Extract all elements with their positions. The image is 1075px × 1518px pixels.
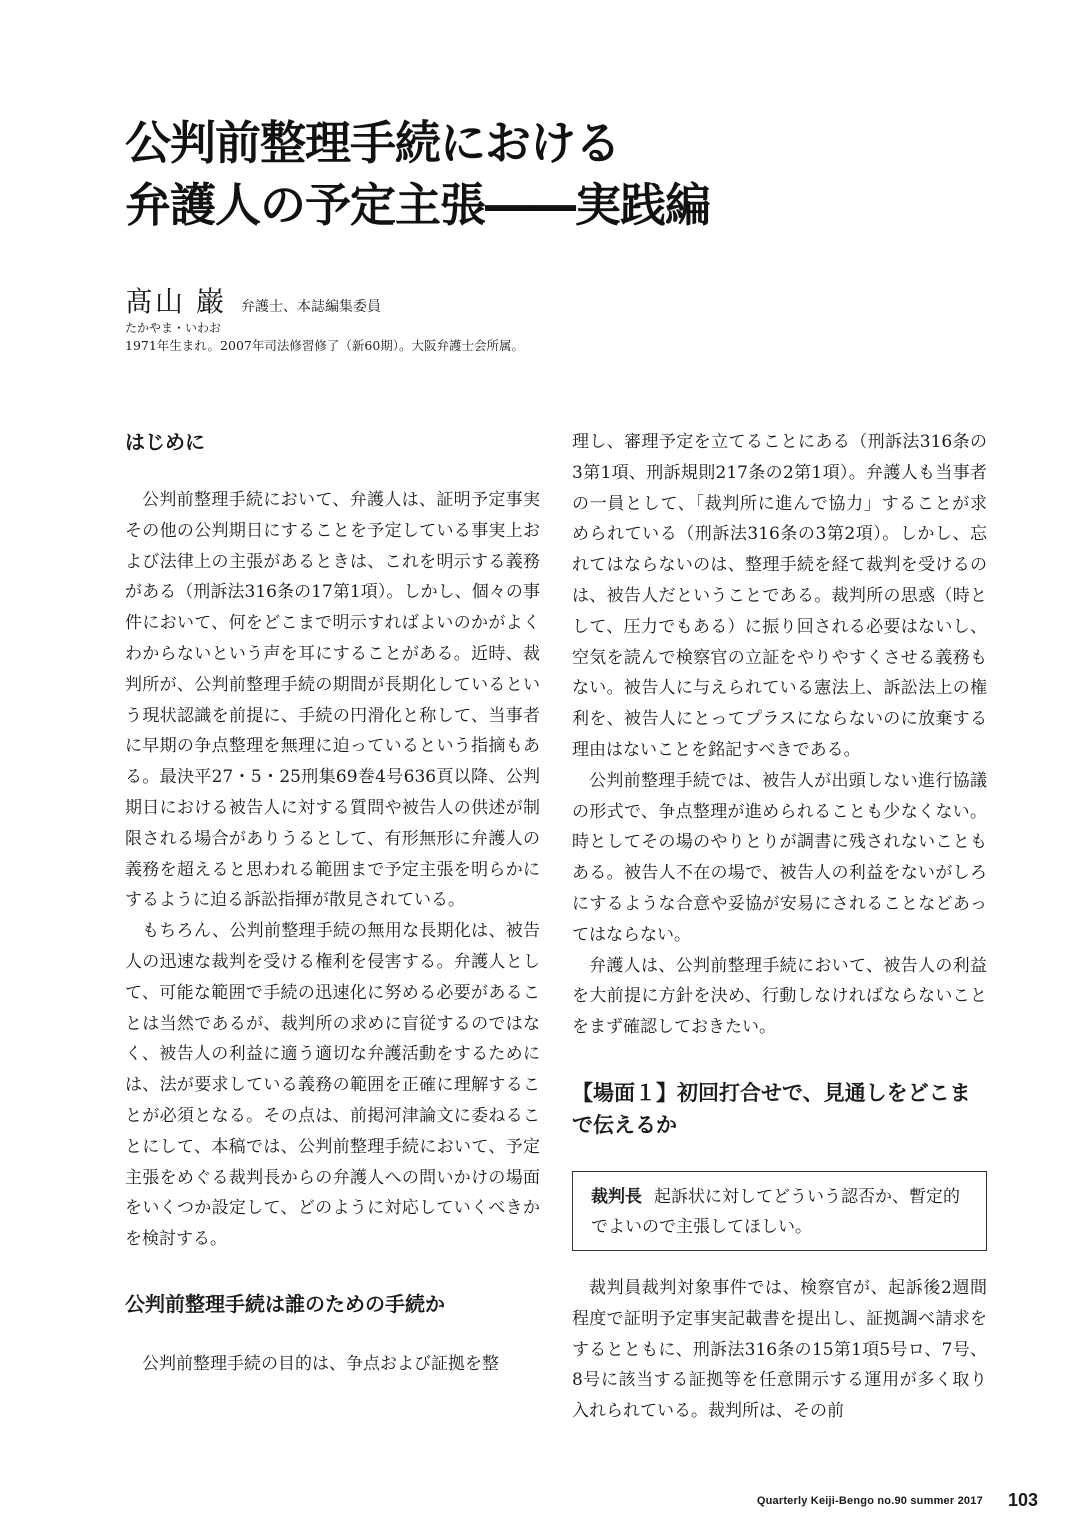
author-name: 髙山 巌 (125, 285, 226, 318)
page-footer (757, 1490, 1038, 1511)
intro-paragraph-1: 公判前整理手続において、弁護人は、証明予定事実その他の公判期日にすることを予定している事実上および法律上の主張があるときは、これを明示する義務がある（刑訴法316条の17第1項）。しかし、個々の事件において、何をどこまで明示すればよいのかがよくわからないという声を耳にすることがある。近時、裁判所が、公判前整理手続の期間が長期化しているという現状認識を前提に、手続の円滑化と称して、当事者に早期の争点整理を無理に迫っているという指摘もある。最決平27・5・25刑集69巻4号636頁以降、公判期日における被告人に対する質問や被告人の供述が制限される場合がありうるとして、有形無形に弁護人の義務を超えると思われる範囲まで予定主張を明らかにするように迫る訴訟指揮が散見されている。 (125, 490, 540, 911)
purpose-paragraph-1: 公判前整理手続の目的は、争点および証拠を整 (142, 1353, 499, 1374)
dialog-speaker: 裁判長 (591, 1186, 642, 1207)
author-role: 弁護士、本誌編集委員 (241, 299, 381, 315)
page-number: 103 (1007, 1490, 1038, 1510)
author-reading: たかやま・いわお (125, 321, 222, 335)
article-title-line1: 公判前整理手続における (125, 116, 620, 170)
section-heading-introduction: はじめに (125, 430, 205, 454)
publication-name: Quarterly Keiji-Bengo no.90 summer 2017 (756, 1495, 983, 1507)
author-byline (125, 280, 381, 320)
intro-paragraph-2: もちろん、公判前整理手続の無用な長期化は、被告人の迅速な裁判を受ける権利を侵害する。弁護人として、可能な範囲で手続の迅速化に努める必要があることは当然であるが、裁判所の求めに盲従するのではなく、被告人の利益に適う適切な弁護活動をするためには、法が要求している義務の範囲を正確に理解することが必須となる。その点は、前掲河津論文に委ねることにして、本稿では、公判前整理手続において、予定主張をめぐる裁判長からの弁護人への問いかけの場面をいくつか設定して、どのように対応していくべきかを検討する。 (125, 921, 540, 1250)
scene-1-paragraph-1: 裁判員裁判対象事件では、検察官が、起訴後2週間程度で証明予定事実記載書を提出し、証拠調べ請求をするとともに、刑訴法316条の15第1項5号ロ、7号、8号に該当する証拠等を任意開示する運用が多く取り入れられている。裁判所は、その前 (572, 1277, 987, 1422)
purpose-paragraph-3: 弁護人は、公判前整理手続において、被告人の利益を大前提に方針を決め、行動しなければならないことをまず確認しておきたい。 (572, 955, 987, 1038)
dialog-text: 起訴状に対してどういう認否か、暫定的でよいので主張してほしい。 (591, 1186, 960, 1237)
dialog-box (572, 1171, 987, 1251)
article-title (125, 112, 1025, 236)
purpose-paragraph-1-continued: 理し、審理予定を立てることにある（刑訴法316条の3第1項、刑訴規則217条の2第1項）。弁護人も当事者の一員として、「裁判所に進んで協力」することが求められている（刑訴法316条の3第2項）。しかし、忘れてはならないのは、整理手続を経て裁判を受けるのは、被告人だということである。裁判所の思惑（時として、圧力でもある）に振り回される必要はないし、空気を読んで検察官の立証をやりやすくさせる義務もない。被告人に与えられている憲法上、訴訟法上の権利を、被告人にとってプラスにならないのに放棄する理由はないことを銘記すべきである。 (572, 432, 987, 760)
purpose-paragraph-2: 公判前整理手続では、被告人が出頭しない進行協議の形式で、争点整理が進められることも少なくない。時としてその場のやりとりが調書に残されないこともある。被告人不在の場で、被告人の利益をないがしろにするような合意や妥協が安易にされることなどあってはならない。 (572, 770, 987, 945)
right-column (572, 427, 987, 1427)
author-bio: 1971年生まれ。2007年司法修習修了（新60期）。大阪弁護士会所属。 (125, 338, 525, 353)
section-heading-purpose: 公判前整理手続は誰のための手続か (125, 1291, 445, 1316)
article-title-line2: 弁護人の予定主張――実践編 (125, 178, 710, 232)
section-heading-scene-1: 【場面１】初回打合せで、見通しをどこまで伝えるか (572, 1080, 971, 1137)
left-column (125, 427, 540, 1380)
